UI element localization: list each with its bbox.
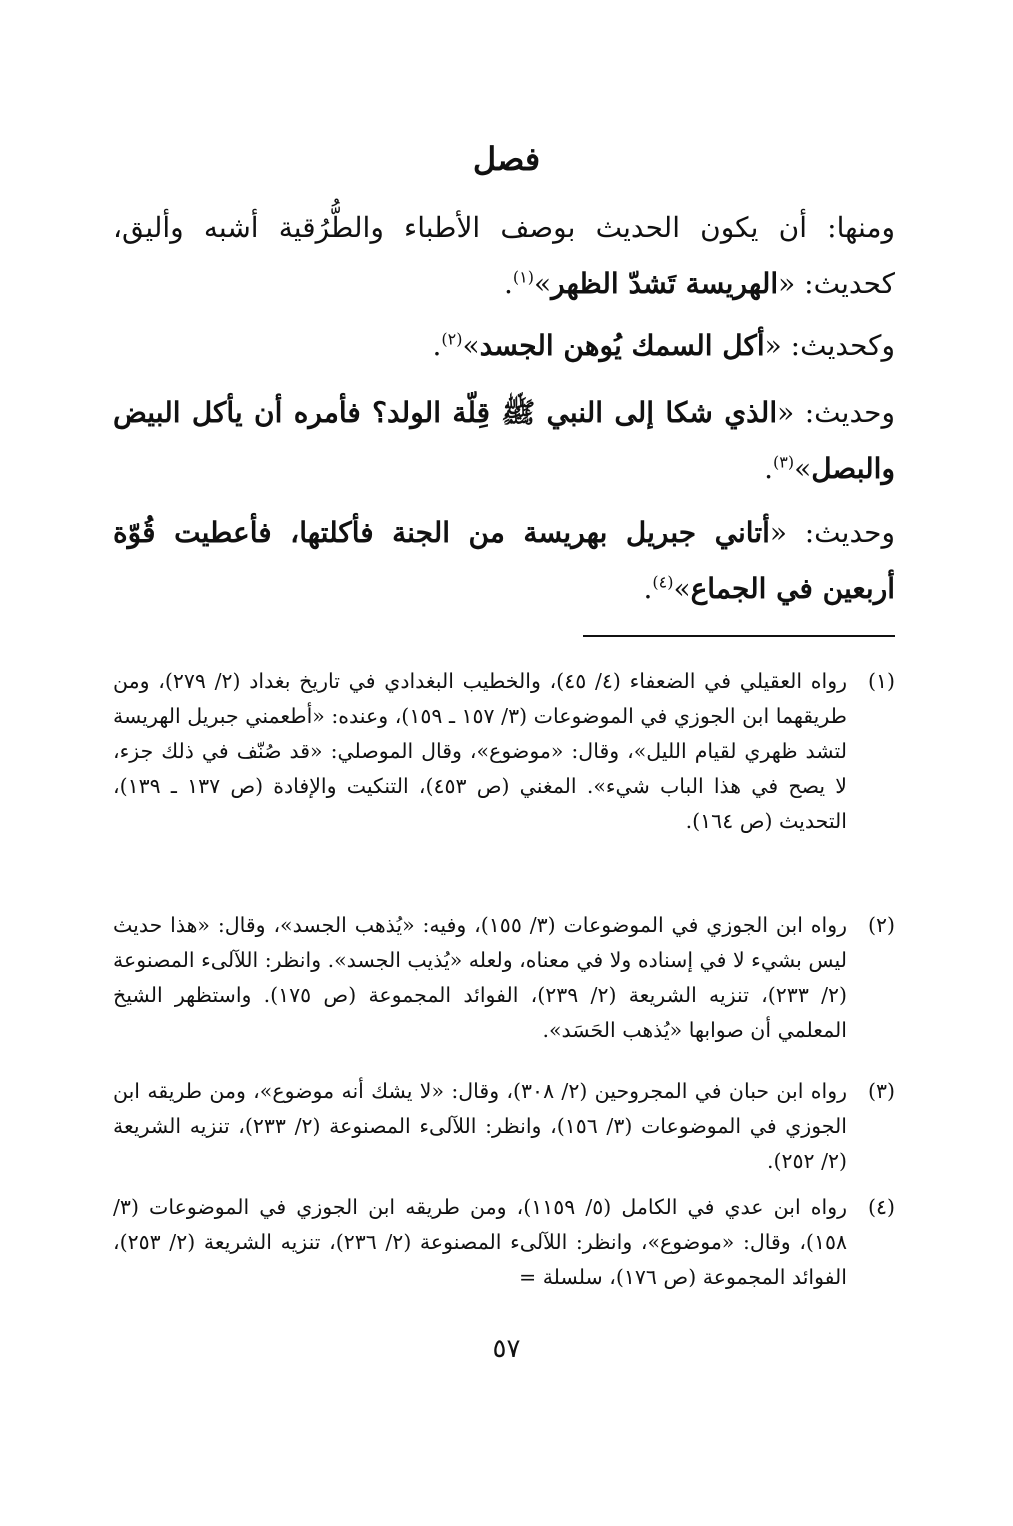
- footnote-ref: (٤): [652, 572, 674, 592]
- section-title: فصل: [472, 140, 541, 178]
- closing-quote: »: [673, 572, 691, 605]
- sentence-end: .: [764, 452, 773, 485]
- hadith-text: الذي شكا إلى النبي ﷺ قِلّة الولد؟ فأمره أن يأكل البيض والبصل: [113, 396, 895, 485]
- footnote-separator: [583, 635, 895, 637]
- sentence-end: .: [643, 572, 653, 605]
- footnote-ref: (٣): [772, 452, 795, 472]
- footnote-ref: (١): [512, 267, 534, 287]
- footnote-number: (٢): [867, 913, 895, 937]
- footnote-number: (٣): [867, 1079, 895, 1103]
- footnote-text: رواه ابن حبان في المجروحين (٢/ ٣٠٨)، وقال: «لا يشك أنه موضوع»، ومن طريقه ابن الجوزي في الموضوعات (٣/ ١٥٦)، وانظر: اللآلىء المصنوعة (٢/ ٢٣٣)، تنزيه الشريعة (٢/ ٢٥٢).: [113, 1079, 847, 1173]
- paragraph-1: [113, 200, 895, 312]
- paragraph-3: [113, 385, 895, 497]
- footnote-3: [113, 1074, 895, 1179]
- footnote-1: [113, 664, 895, 839]
- sentence-end: .: [503, 267, 513, 300]
- closing-quote: »: [533, 267, 552, 300]
- footnote-text: رواه العقيلي في الضعفاء (٤/ ٤٥)، والخطيب البغدادي في تاريخ بغداد (٢/ ٢٧٩)، ومن طريقهما ابن الجوزي في الموضوعات (٣/ ١٥٧ ـ ١٥٩)، وعنده: «أطعمني جبريل الهريسة لتشد ظهري لقيام الليل»، وقال: «موضوع»، وقال الموصلي: «قد صُنّف في ذلك جزء، لا يصح في هذا الباب شيء». المغني (ص ٤٥٣)، التنكيت والإفادة (ص ١٣٧ ـ ١٣٩)، التحديث (ص ١٦٤).: [113, 669, 848, 833]
- paragraph-text: [113, 318, 895, 374]
- paragraph-lead: وحديث: «: [769, 516, 895, 549]
- footnote-number: (١): [867, 669, 895, 693]
- hadith-text: أكل السمك يُوهن الجسد: [479, 329, 765, 362]
- footnote-ref: (٢): [441, 329, 463, 349]
- paragraph-2: [113, 318, 895, 374]
- paragraph-lead: وكحديث: «: [764, 329, 895, 362]
- paragraph-4: [113, 505, 895, 617]
- footnote-2: [113, 908, 895, 1048]
- footnote-text: رواه ابن عدي في الكامل (٥/ ١١٥٩)، ومن طريقه ابن الجوزي في الموضوعات (٣/ ١٥٨)، وقال: «موضوع»، وانظر: اللآلىء المصنوعة (٢/ ٢٣٦)، تنزيه الشريعة (٢/ ٢٥٣)، الفوائد المجموعة (ص ١٧٦)، سلسلة =: [113, 1195, 847, 1289]
- footnote-text: رواه ابن الجوزي في الموضوعات (٣/ ١٥٥)، وفيه: «يُذهب الجسد»، وقال: «هذا حديث ليس بشيء لا في إسناده ولا في معناه، ولعله «يُذيب الجسد». وانظر: اللآلىء المصنوعة (٢/ ٢٣٣)، تنزيه الشريعة (٢/ ٢٣٩)، الفوائد المجموعة (ص ١٧٥). واستظهر الشيخ المعلمي أن صوابها «يُذهب الحَسَد».: [113, 913, 847, 1042]
- closing-quote: »: [794, 452, 812, 485]
- paragraph-lead: وحديث: «: [777, 396, 896, 429]
- paragraph-text: [113, 385, 895, 497]
- paragraph-text: [113, 200, 895, 312]
- hadith-text: أتاني جبريل بهريسة من الجنة فأكلتها، فأعطيت قُوّة أربعين في الجماع: [113, 516, 895, 605]
- closing-quote: »: [462, 329, 480, 362]
- page-number: ٥٧: [492, 1334, 521, 1364]
- sentence-end: .: [432, 329, 442, 362]
- hadith-text: الهريسة تَشدّ الظهر: [551, 267, 779, 300]
- paragraph-text: [113, 505, 895, 617]
- paragraph-lead: ومنها: أن يكون الحديث بوصف الأطباء والطُّرُقية أشبه وأليق، كحديث: «: [113, 211, 895, 300]
- footnote-number: (٤): [867, 1195, 895, 1219]
- footnote-4: [113, 1190, 895, 1295]
